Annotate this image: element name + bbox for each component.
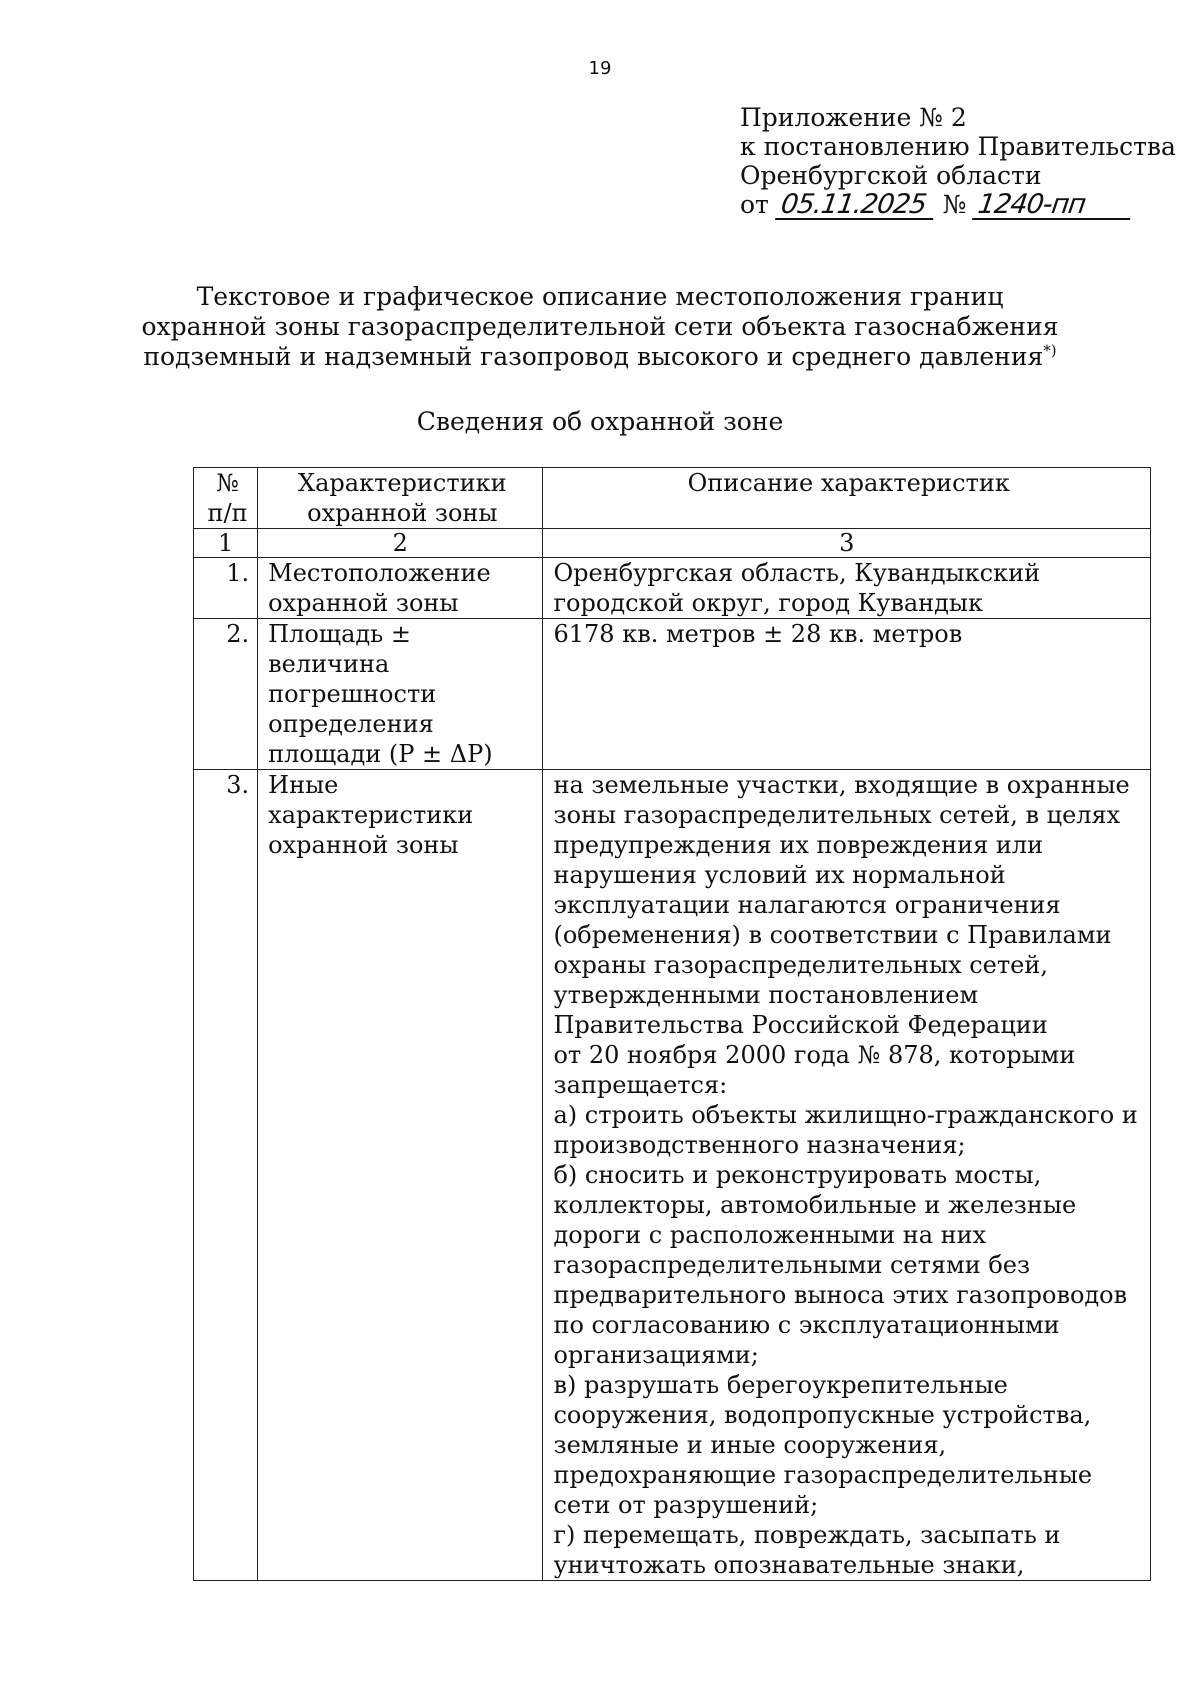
appendix-line-3: Оренбургской области [740, 161, 1042, 190]
row-description [543, 770, 1151, 1581]
description-line: предупреждения их повреждения или [553, 831, 1044, 859]
header-col-characteristic: Характеристики охранной зоны [258, 468, 543, 529]
footnote-mark: *) [1043, 341, 1057, 360]
title-line-3-text: подземный и надземный газопровод высокого и среднего давления [143, 342, 1044, 371]
description-line: охраны газораспределительных сетей, [553, 951, 1048, 979]
index-cell-2: 2 [258, 529, 543, 558]
handwritten-number: 1240-пп [972, 192, 1134, 220]
description-line: коллекторы, автомобильные и железные [553, 1191, 1077, 1219]
description-line: производственного назначения; [553, 1131, 966, 1159]
description-line: в) разрушать берегоукрепительные [553, 1371, 1008, 1399]
description-line: (обременения) в соответствии с Правилами [553, 921, 1112, 949]
description-line: уничтожать опознавательные знаки, [553, 1551, 1025, 1579]
row-number: 1. [194, 558, 258, 619]
header-col-description: Описание характеристик [543, 468, 1151, 529]
description-line: б) сносить и реконструировать мосты, [553, 1161, 1042, 1189]
description-line: зоны газораспределительных сетей, в целях [553, 801, 1121, 829]
description-line: сооружения, водопропускные устройства, [553, 1401, 1092, 1429]
description-line: по согласованию с эксплуатационными [553, 1311, 1060, 1339]
description-line: предохраняющие газораспределительные [553, 1461, 1093, 1489]
page-number: 19 [588, 58, 612, 79]
row-number: 2. [194, 619, 258, 770]
appendix-line-4 [740, 190, 1180, 220]
appendix-line-2: к постановлению Правительства [740, 132, 1176, 161]
description-line: г) перемещать, повреждать, засыпать и [553, 1521, 1061, 1549]
index-cell-1: 1 [194, 529, 258, 558]
row-description: Оренбургская область, Кувандыкский городской округ, город Кувандык [543, 558, 1151, 619]
index-cell-3: 3 [543, 529, 1151, 558]
title-line-2: охранной зоны газораспределительной сети объекта газоснабжения [141, 312, 1059, 341]
row-characteristic: Площадь ± величина погрешности определения площади (Р ± ΔР) [258, 619, 543, 770]
row-characteristic: Местоположение охранной зоны [258, 558, 543, 619]
description-line: утвержденными постановлением [553, 981, 979, 1009]
from-label: от [740, 190, 769, 219]
table-row [194, 619, 1151, 770]
description-line: дороги с расположенными на них [553, 1221, 987, 1249]
title-line-3 [0, 342, 1200, 372]
table-index-row [194, 529, 1151, 558]
header-col-num: № п/п [194, 468, 258, 529]
table-header-row [194, 468, 1151, 529]
description-line: от 20 ноября 2000 года № 878, которыми [553, 1041, 1076, 1069]
description-line: земляные и иные сооружения, [553, 1431, 947, 1459]
appendix-line-1: Приложение № 2 [740, 103, 967, 132]
document-title [0, 282, 1200, 372]
description-line: газораспределительными сетями без [553, 1251, 1031, 1279]
row-characteristic: Иные характеристики охранной зоны [258, 770, 543, 1581]
description-line: нарушения условий их нормальной [553, 861, 1006, 889]
title-line-1: Текстовое и графическое описание местоположения границ [196, 282, 1004, 311]
description-line: запрещается: [553, 1071, 728, 1099]
row-number: 3. [194, 770, 258, 1581]
description-line: эксплуатации налагаются ограничения [553, 891, 1061, 919]
description-line: на земельные участки, входящие в охранные [553, 771, 1130, 799]
section-heading: Сведения об охранной зоне [416, 407, 784, 436]
table-row [194, 558, 1151, 619]
row-description: 6178 кв. метров ± 28 кв. метров [543, 619, 1151, 770]
description-line: сети от разрушений; [553, 1491, 819, 1519]
description-line: Правительства Российской Федерации [553, 1011, 1048, 1039]
description-line: организациями; [553, 1341, 759, 1369]
description-line: предварительного выноса этих газопроводов [553, 1281, 1128, 1309]
zone-info-table [193, 467, 1151, 1581]
appendix-block [740, 103, 1180, 220]
table-row [194, 770, 1151, 1581]
number-label: № [942, 190, 967, 219]
description-line: а) строить объекты жилищно-гражданского и [553, 1101, 1138, 1129]
handwritten-date: 05.11.2025 [775, 192, 937, 220]
